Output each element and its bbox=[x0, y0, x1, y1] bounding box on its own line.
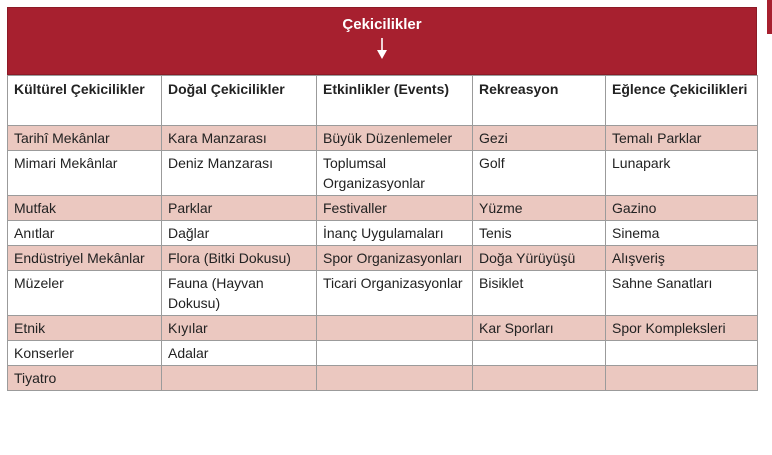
table-cell: Tenis bbox=[473, 221, 606, 246]
table-cell: Kar Sporları bbox=[473, 316, 606, 341]
table-cell: Flora (Bitki Dokusu) bbox=[162, 246, 317, 271]
arrow-down-icon bbox=[375, 38, 389, 60]
table-cell: Tiyatro bbox=[8, 366, 162, 391]
table-cell: Ticari Organizasyonlar bbox=[317, 271, 473, 316]
table-cell: İnanç Uygulamaları bbox=[317, 221, 473, 246]
table-cell: Kara Manzarası bbox=[162, 126, 317, 151]
table-cell: Yüzme bbox=[473, 196, 606, 221]
column-header: Kültürel Çekicilikler bbox=[8, 76, 162, 126]
table-title: Çekicilikler bbox=[342, 16, 422, 33]
table-cell: Deniz Manzarası bbox=[162, 151, 317, 196]
column-header: Doğal Çekicilikler bbox=[162, 76, 317, 126]
table-row bbox=[8, 246, 758, 271]
column-header: Rekreasyon bbox=[473, 76, 606, 126]
table-cell: Adalar bbox=[162, 341, 317, 366]
table-row bbox=[8, 271, 758, 316]
table-cell bbox=[317, 316, 473, 341]
table-cell: Mutfak bbox=[8, 196, 162, 221]
table-cell bbox=[162, 366, 317, 391]
table-cell bbox=[473, 366, 606, 391]
table-cell bbox=[606, 341, 758, 366]
column-header: Eğlence Çekicilikleri bbox=[606, 76, 758, 126]
table-cell: Toplumsal Organizasyonlar bbox=[317, 151, 473, 196]
table-cell: Mimari Mekânlar bbox=[8, 151, 162, 196]
column-header: Etkinlikler (Events) bbox=[317, 76, 473, 126]
table-cell: Gazino bbox=[606, 196, 758, 221]
page-edge-mark bbox=[767, 0, 772, 34]
table-cell: Temalı Parklar bbox=[606, 126, 758, 151]
table-cell bbox=[606, 366, 758, 391]
table-cell: Müzeler bbox=[8, 271, 162, 316]
table-cell: Doğa Yürüyüşü bbox=[473, 246, 606, 271]
table-cell: Spor Organizasyonları bbox=[317, 246, 473, 271]
table-cell: Bisiklet bbox=[473, 271, 606, 316]
table-cell: Alışveriş bbox=[606, 246, 758, 271]
table-cell bbox=[317, 341, 473, 366]
table-cell: Fauna (Hayvan Dokusu) bbox=[162, 271, 317, 316]
table-cell: Lunapark bbox=[606, 151, 758, 196]
table-cell: Etnik bbox=[8, 316, 162, 341]
table-cell: Gezi bbox=[473, 126, 606, 151]
table-row bbox=[8, 126, 758, 151]
table-cell: Parklar bbox=[162, 196, 317, 221]
table-cell bbox=[317, 366, 473, 391]
table-row bbox=[8, 196, 758, 221]
table-cell: Sinema bbox=[606, 221, 758, 246]
table-row bbox=[8, 221, 758, 246]
table-header-row bbox=[8, 76, 758, 126]
table-cell: Spor Kompleksleri bbox=[606, 316, 758, 341]
table-cell: Tarihî Mekânlar bbox=[8, 126, 162, 151]
table-cell: Kıyılar bbox=[162, 316, 317, 341]
table-cell: Endüstriyel Mekânlar bbox=[8, 246, 162, 271]
table-row bbox=[8, 151, 758, 196]
attractions-table bbox=[7, 75, 758, 391]
table-cell: Büyük Düzenlemeler bbox=[317, 126, 473, 151]
table-row bbox=[8, 341, 758, 366]
table-row bbox=[8, 366, 758, 391]
table-cell: Konserler bbox=[8, 341, 162, 366]
table-cell: Festivaller bbox=[317, 196, 473, 221]
table-cell: Golf bbox=[473, 151, 606, 196]
table-cell: Anıtlar bbox=[8, 221, 162, 246]
table-row bbox=[8, 316, 758, 341]
table-title-banner bbox=[7, 7, 757, 75]
table-cell: Dağlar bbox=[162, 221, 317, 246]
table-cell: Sahne Sanatları bbox=[606, 271, 758, 316]
table-cell bbox=[473, 341, 606, 366]
